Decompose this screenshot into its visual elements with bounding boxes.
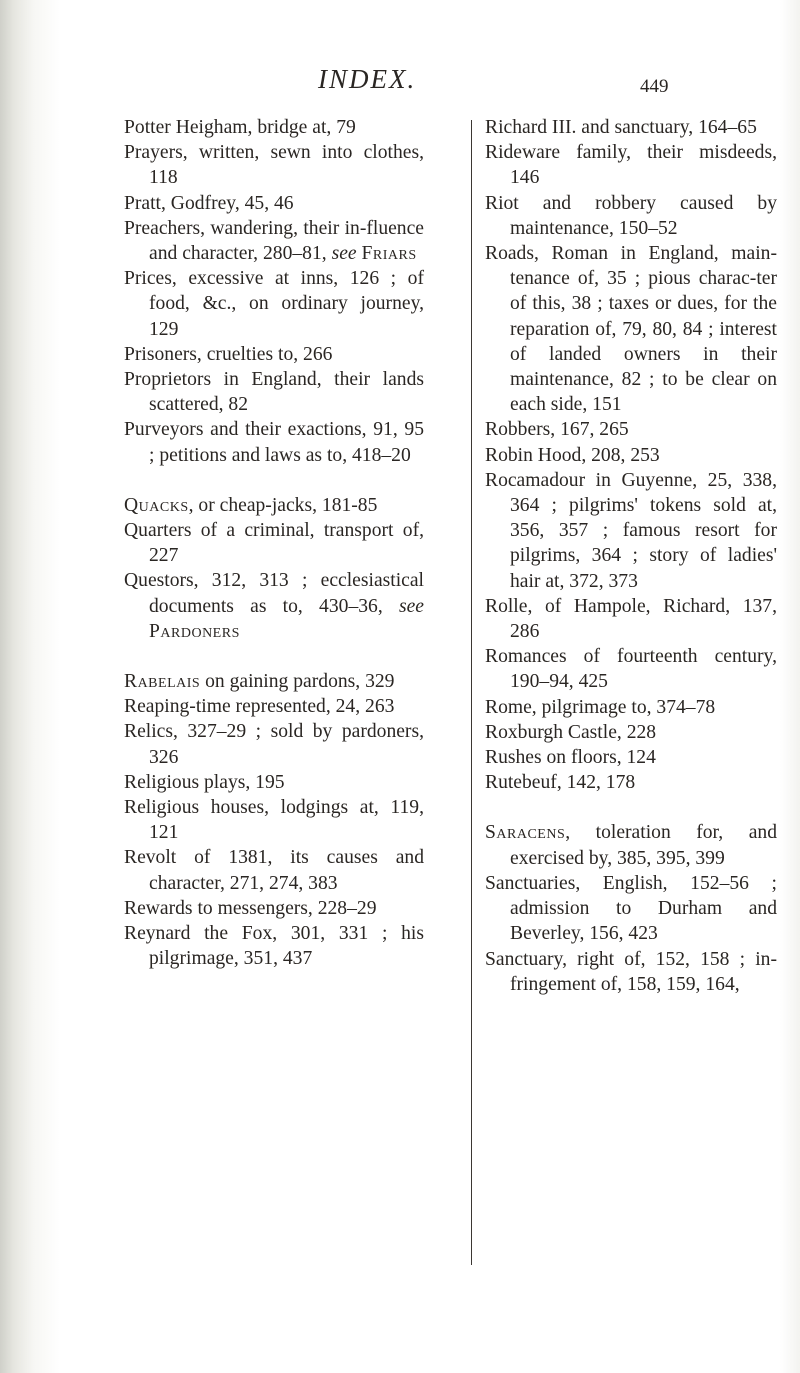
entry-text: Rutebeuf, 142, 178 <box>485 772 636 794</box>
index-entry <box>124 518 424 568</box>
entry-text: Rocamadour in Guyenne, 25, 338, 364 ; pilgrims' tokens sold at, 356, 357 ; famous resort for pilgrims, 364 ; story of ladies' hair at, 372, 373 <box>485 469 777 592</box>
see-reference-target: Friars <box>361 243 417 265</box>
index-entry <box>485 140 777 190</box>
running-title: INDEX. <box>318 64 417 94</box>
entry-text: Reaping-time represented, 24, 263 <box>124 696 395 718</box>
index-entry <box>485 594 777 644</box>
see-reference-label: see <box>398 595 424 617</box>
index-entry <box>485 417 777 442</box>
entry-text: Purveyors and their exactions, 91, 95 ; petitions and laws as to, 418–20 <box>124 419 424 466</box>
index-entry <box>124 896 424 921</box>
index-entry <box>485 871 777 947</box>
index-entry <box>124 493 424 518</box>
page-header <box>0 64 800 104</box>
entry-text: Proprietors in England, their lands scattered, 82 <box>124 369 424 416</box>
index-entry <box>485 820 777 870</box>
entry-text: Rushes on floors, 124 <box>485 747 656 769</box>
entry-text: Relics, 327–29 ; sold by pardoners, 326 <box>124 721 424 768</box>
column-divider <box>471 120 472 1265</box>
page-number: 449 <box>640 76 669 97</box>
entry-text: Potter Heigham, bridge at, 79 <box>124 117 356 138</box>
index-entry <box>124 568 424 644</box>
entry-text: Roads, Roman in England, main-tenance of, 35 ; pious charac-ter of this, 38 ; taxes or dues, for the reparation of, 79, 80, 84 ; interest of landed owners in their maintenance, 82 ; to be clear on each side, 151 <box>485 243 777 416</box>
index-column-left <box>124 115 424 972</box>
index-column-right <box>485 115 777 997</box>
entry-text: Sanctuary, right of, 152, 158 ; in-fringement of, 158, 159, 164, <box>485 948 777 995</box>
index-entry <box>485 695 777 720</box>
index-entry <box>124 367 424 417</box>
index-entry <box>124 266 424 342</box>
index-entry <box>124 719 424 769</box>
index-entry <box>124 417 424 467</box>
entry-text: Preachers, wandering, their in-fluence and character, 280–81, <box>124 217 424 265</box>
entry-text: Rewards to messengers, 228–29 <box>124 897 377 919</box>
entry-text: Riot and robbery caused by maintenance, 150–52 <box>485 192 777 239</box>
entry-text: Rome, pilgrimage to, 374–78 <box>485 696 716 718</box>
index-entry <box>124 669 424 694</box>
section-gap <box>124 468 424 493</box>
index-entry <box>124 921 424 971</box>
index-entry <box>124 845 424 895</box>
entry-text: Quarters of a criminal, transport of, 227 <box>124 520 424 567</box>
index-entry <box>485 191 777 241</box>
index-entry <box>485 770 777 795</box>
entry-text: Revolt of 1381, its causes and character, 271, 274, 383 <box>124 847 424 894</box>
entry-text: Prayers, written, sewn into clothes, 118 <box>124 142 424 189</box>
index-entry <box>485 745 777 770</box>
section-gap <box>124 644 424 669</box>
entry-text: Richard III. and sanctuary, 164–65 <box>485 117 757 138</box>
entry-text: Religious plays, 195 <box>124 771 285 793</box>
entry-text: Sanctuaries, English, 152–56 ; admission to Durham and Beverley, 156, 423 <box>485 872 777 945</box>
see-reference-target: Pardoners <box>149 620 240 642</box>
index-entry <box>124 140 424 190</box>
index-entry <box>485 644 777 694</box>
entry-text: , or cheap-jacks, 181-85 <box>188 494 378 516</box>
entry-text: Robbers, 167, 265 <box>485 419 629 441</box>
index-entry <box>124 191 424 216</box>
entry-headword: Saracens <box>485 822 566 844</box>
section-gap <box>485 795 777 820</box>
index-entry <box>124 795 424 845</box>
entry-headword: Rabelais <box>124 671 201 693</box>
entry-text: Pratt, Godfrey, 45, 46 <box>124 192 294 214</box>
index-entry <box>485 443 777 468</box>
entry-text: Rolle, of Hampole, Richard, 137, 286 <box>485 595 777 643</box>
entry-text: Questors, 312, 313 ; ecclesiastical documents as to, 430–36, <box>124 570 424 617</box>
entry-text: Robin Hood, 208, 253 <box>485 444 660 466</box>
index-entry <box>485 468 777 594</box>
entry-headword: Quacks <box>124 494 189 516</box>
index-entry <box>485 115 777 140</box>
index-entry <box>485 947 777 997</box>
index-entry <box>485 241 777 417</box>
entry-text: Prisoners, cruelties to, 266 <box>124 343 333 365</box>
entry-text: , toleration for, and exercised by, 385, 395, 399 <box>510 822 777 869</box>
index-entry <box>124 694 424 719</box>
index-entry <box>124 216 424 266</box>
index-entry <box>124 115 424 140</box>
entry-text: Reynard the Fox, 301, 331 ; his pilgrimage, 351, 437 <box>124 923 424 970</box>
entry-text: Romances of fourteenth century, 190–94, 425 <box>485 646 777 693</box>
index-entry <box>485 720 777 745</box>
entry-text: Religious houses, lodgings at, 119, 121 <box>124 797 424 844</box>
index-entry <box>124 342 424 367</box>
entry-text: Rideware family, their misdeeds, 146 <box>485 142 777 189</box>
index-entry <box>124 770 424 795</box>
entry-text: Prices, excessive at inns, 126 ; of food, &c., on ordinary journey, 129 <box>124 268 424 340</box>
see-reference-label: see <box>331 243 357 265</box>
entry-text: on gaining pardons, 329 <box>200 671 395 693</box>
entry-text: Roxburgh Castle, 228 <box>485 721 657 743</box>
